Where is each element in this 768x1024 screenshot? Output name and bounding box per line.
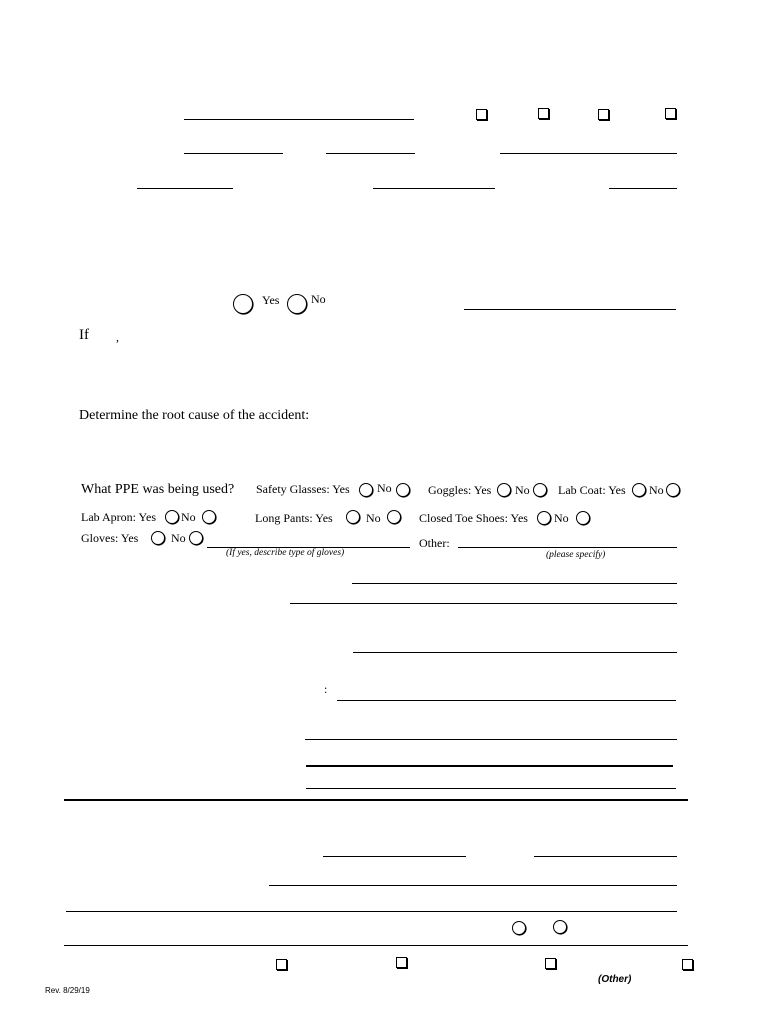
lab-apron-label: Lab Apron: Yes	[81, 510, 157, 524]
top-field-line[interactable]	[184, 119, 414, 120]
exposure-yes-radio[interactable]	[233, 294, 253, 314]
other-specify-line[interactable]	[458, 547, 677, 548]
bottom-checkbox-1[interactable]	[276, 959, 287, 970]
bottom-radio-1[interactable]	[512, 921, 526, 935]
safety-glasses-no-label: No	[377, 481, 392, 495]
goggles-yes-radio[interactable]	[497, 483, 511, 497]
bottom-full-line-2	[64, 945, 688, 946]
if-comma: ,	[116, 330, 119, 344]
safety-glasses-yes-radio[interactable]	[359, 483, 373, 497]
field-line-3[interactable]	[353, 652, 677, 653]
goggles-no-label: No	[515, 483, 530, 497]
field-line-2[interactable]	[290, 603, 677, 604]
closed-toe-no-radio[interactable]	[576, 511, 590, 525]
top-checkbox-3[interactable]	[598, 109, 609, 120]
long-pants-no-radio[interactable]	[387, 510, 401, 524]
other-note: (please specify)	[546, 550, 606, 560]
field-line-7[interactable]	[306, 788, 676, 789]
closed-toe-no-label: No	[554, 511, 569, 525]
field-line-row2-c[interactable]	[500, 153, 677, 154]
long-pants-no-label: No	[366, 511, 381, 525]
gloves-label: Gloves: Yes	[81, 531, 139, 545]
gloves-yes-radio[interactable]	[151, 531, 165, 545]
field-line-row2-b[interactable]	[326, 153, 415, 154]
lab-coat-no-radio[interactable]	[666, 483, 680, 497]
closed-toe-label: Closed Toe Shoes: Yes	[419, 511, 528, 525]
lab-coat-yes-radio[interactable]	[632, 483, 646, 497]
field-line-row3-a[interactable]	[137, 188, 233, 189]
gloves-no-radio[interactable]	[189, 531, 203, 545]
gloves-no-label: No	[171, 531, 186, 545]
top-checkbox-2[interactable]	[538, 108, 549, 119]
field-line-1[interactable]	[352, 583, 677, 584]
exposure-field-line[interactable]	[464, 309, 676, 310]
lab-coat-label: Lab Coat: Yes	[558, 483, 626, 497]
exposure-no-radio[interactable]	[287, 294, 307, 314]
field-line-row3-b[interactable]	[373, 188, 495, 189]
lab-apron-no-label: No	[181, 510, 196, 524]
root-cause-prompt: Determine the root cause of the accident:	[79, 408, 310, 423]
lab-coat-no-label: No	[649, 483, 664, 497]
colon-label: :	[324, 682, 328, 696]
field-line-4[interactable]	[337, 700, 676, 701]
bottom-checkbox-4[interactable]	[682, 959, 693, 970]
field-line-row2-a[interactable]	[184, 153, 283, 154]
long-pants-label: Long Pants: Yes	[255, 511, 333, 525]
bottom-field-line-a[interactable]	[323, 856, 466, 857]
ppe-question: What PPE was being used?	[81, 482, 235, 497]
bottom-checkbox-2[interactable]	[396, 957, 407, 968]
exposure-yes-label: Yes	[262, 293, 280, 307]
goggles-label: Goggles: Yes	[428, 483, 492, 497]
long-pants-yes-radio[interactable]	[346, 510, 360, 524]
goggles-no-radio[interactable]	[533, 483, 547, 497]
bottom-full-line-1[interactable]	[66, 911, 677, 912]
lab-apron-no-radio[interactable]	[202, 510, 216, 524]
field-line-row3-c[interactable]	[609, 188, 677, 189]
bottom-other-note: (Other)	[598, 974, 632, 985]
bottom-radio-2[interactable]	[553, 920, 567, 934]
other-label: Other:	[419, 536, 450, 550]
bottom-checkbox-3[interactable]	[545, 958, 556, 969]
safety-glasses-label: Safety Glasses: Yes	[256, 482, 350, 496]
if-label: If	[79, 327, 89, 343]
bottom-field-line-c[interactable]	[269, 885, 677, 886]
field-line-6[interactable]	[306, 765, 673, 767]
lab-apron-yes-radio[interactable]	[165, 510, 179, 524]
section-divider	[64, 799, 688, 801]
top-checkbox-4[interactable]	[665, 108, 676, 119]
safety-glasses-no-radio[interactable]	[396, 483, 410, 497]
bottom-field-line-b[interactable]	[534, 856, 677, 857]
top-checkbox-1[interactable]	[476, 109, 487, 120]
gloves-note: (If yes, describe type of gloves)	[226, 548, 345, 558]
closed-toe-yes-radio[interactable]	[537, 511, 551, 525]
revision-label: Rev. 8/29/19	[45, 986, 90, 995]
field-line-5[interactable]	[305, 739, 677, 740]
exposure-no-label: No	[311, 292, 326, 306]
